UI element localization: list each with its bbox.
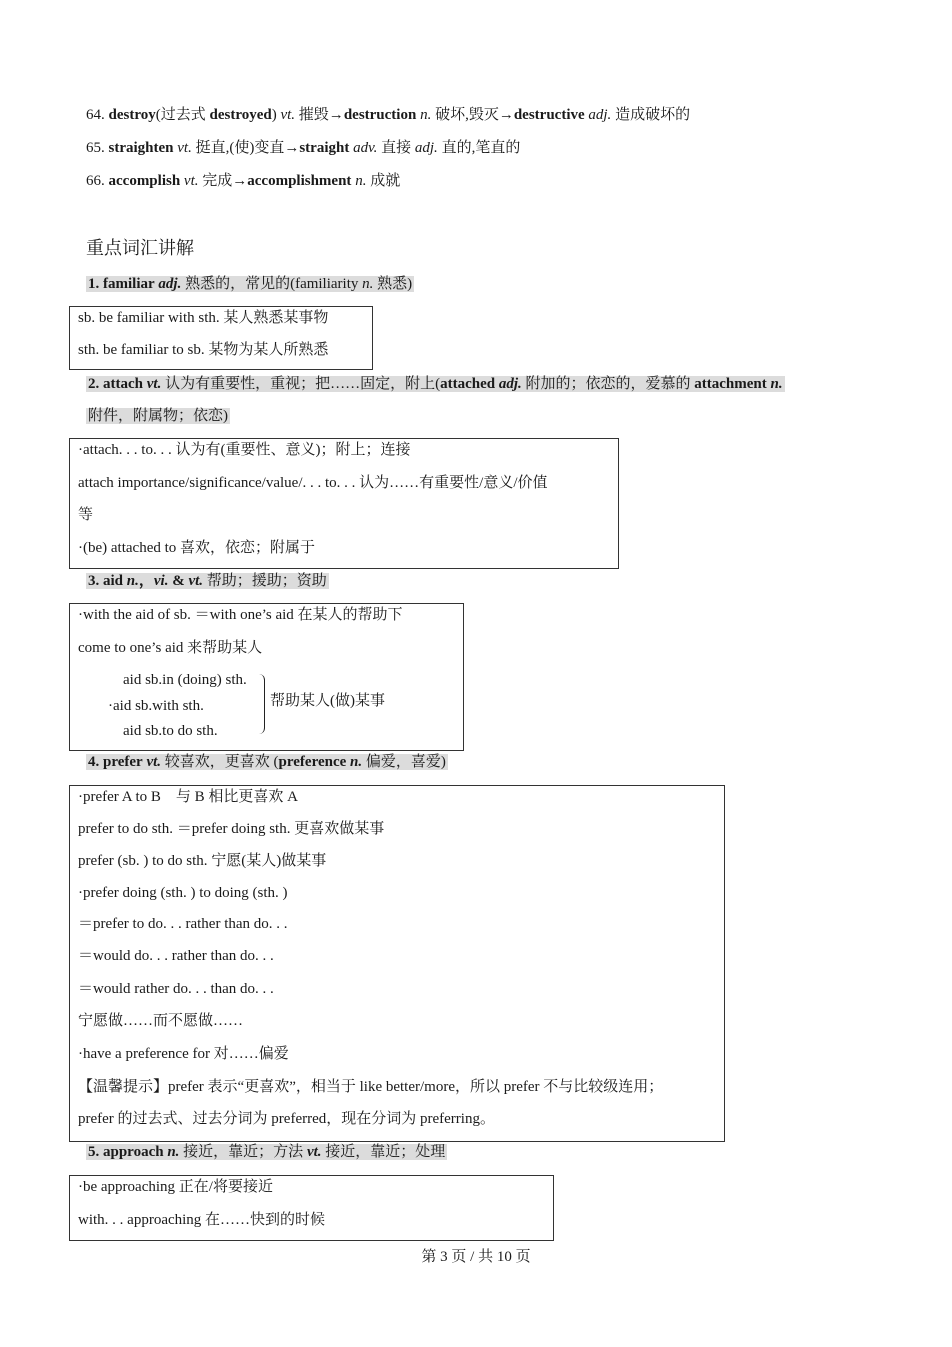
box-line: ＝would do. . . rather than do. . . — [78, 948, 274, 964]
box-line: 宁愿做……而不愿做…… — [78, 1013, 244, 1029]
page-footer: 第 3 页 / 共 10 页 — [421, 1249, 531, 1265]
entry-heading-prefer: 4. prefer vt. 较喜欢，更喜欢 (preference n. 偏爱，喜爱) — [88, 754, 446, 770]
box-line: ·with the aid of sb. ＝with one’s aid 在某人的帮助下 — [78, 607, 403, 623]
box-line: attach importance/significance/value/. . . to. . . 认为……有重要性/意义/价值 — [78, 475, 548, 491]
box-line: 等 — [78, 507, 94, 523]
box-line: sb. be familiar with sth. 某人熟悉某事物 — [78, 310, 329, 326]
box-line: 帮助某人(做)某事 — [270, 693, 385, 709]
entry-heading-aid: 3. aid n.，vi. & vt. 帮助；援助；资助 — [88, 573, 327, 589]
box-line: ·have a preference for 对……偏爱 — [78, 1046, 289, 1062]
box-line: aid sb.in (doing) sth. — [123, 672, 247, 688]
box-line: ·be approaching 正在/将要接近 — [78, 1179, 273, 1195]
box-familiar — [69, 306, 373, 370]
vocab-line-64: 64. destroy(过去式 destroyed) vt. 摧毁→destruction n. 破坏,毁灭→destructive adj. 造成破坏的 — [86, 107, 691, 123]
box-line: ＝would rather do. . . than do. . . — [78, 981, 274, 997]
vocab-line-65: 65. straighten vt. 挺直,(使)变直→straight adv. 直接 adj. 直的,笔直的 — [86, 140, 521, 156]
box-line: prefer to do sth. ＝prefer doing sth. 更喜欢做某事 — [78, 821, 385, 837]
box-aid — [69, 603, 464, 751]
box-line: ·aid sb.with sth. — [108, 698, 204, 714]
box-line: 【温馨提示】prefer 表示“更喜欢”，相当于 like better/more，所以 prefer 不与比较级连用； — [78, 1079, 664, 1095]
vocab-line-66: 66. accomplish vt. 完成→accomplishment n. 成就 — [86, 173, 401, 189]
entry-heading-attach-cont: 附件，附属物；依恋) — [88, 408, 228, 424]
box-line: prefer (sb. ) to do sth. 宁愿(某人)做某事 — [78, 853, 327, 869]
box-line: ＝prefer to do. . . rather than do. . . — [78, 916, 288, 932]
box-line: ·prefer doing (sth. ) to doing (sth. ) — [78, 885, 288, 901]
box-line: aid sb.to do sth. — [123, 723, 218, 739]
box-prefer — [69, 785, 725, 1142]
box-line: with. . . approaching 在……快到的时候 — [78, 1212, 326, 1228]
box-line: ·(be) attached to 喜欢，依恋；附属于 — [78, 540, 316, 556]
entry-heading-approach: 5. approach n. 接近，靠近；方法 vt. 接近，靠近；处理 — [88, 1144, 446, 1160]
box-attach — [69, 438, 619, 569]
section-title: 重点词汇讲解 — [86, 238, 194, 258]
brace-icon — [258, 674, 265, 734]
box-line: prefer 的过去式、过去分词为 preferred，现在分词为 preferring。 — [78, 1111, 495, 1127]
box-line: sth. be familiar to sb. 某物为某人所熟悉 — [78, 342, 329, 358]
box-line: ·prefer A to B 与 B 相比更喜欢 A — [78, 789, 298, 805]
box-line: ·attach. . . to. . . 认为有(重要性、意义)；附上；连接 — [78, 442, 411, 458]
box-approach — [69, 1175, 554, 1241]
entry-heading-familiar: 1. familiar adj. 熟悉的，常见的(familiarity n. 熟悉) — [88, 276, 413, 292]
entry-heading-attach: 2. attach vt. 认为有重要性，重视；把……固定，附上(attached adj. 附加的；依恋的，爱慕的 attachment n. — [88, 376, 783, 392]
box-line: come to one’s aid 来帮助某人 — [78, 640, 263, 656]
